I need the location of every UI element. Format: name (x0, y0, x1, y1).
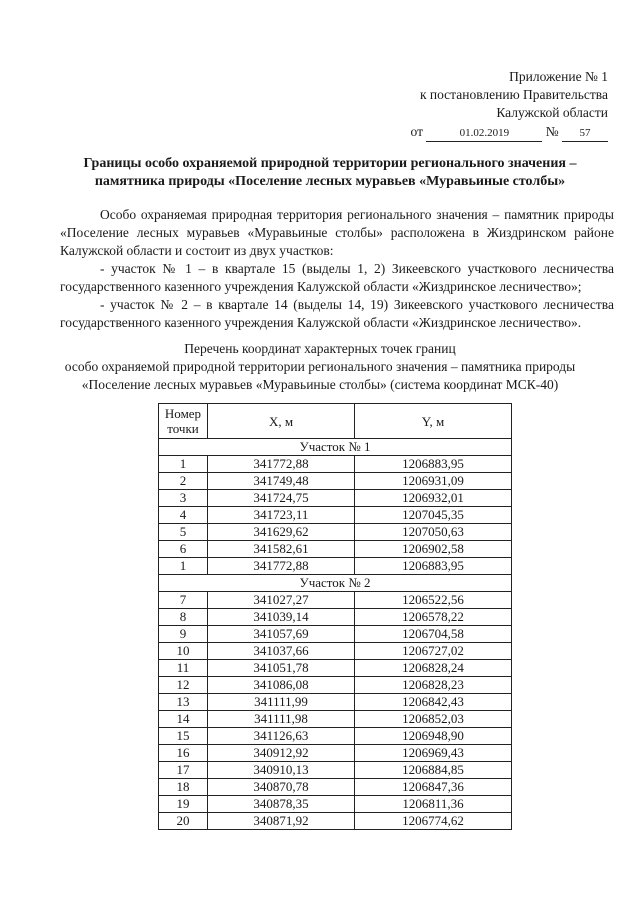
header-y: Y, м (355, 404, 512, 439)
cell-y: 1206884,85 (355, 762, 512, 779)
table-row (159, 507, 512, 524)
cell-point-number: 16 (159, 745, 208, 762)
cell-point-number: 13 (159, 694, 208, 711)
cell-x: 341723,11 (208, 507, 355, 524)
section-label: Участок № 2 (159, 575, 512, 592)
cell-y: 1206931,09 (355, 473, 512, 490)
table-row (159, 694, 512, 711)
cell-x: 341724,75 (208, 490, 355, 507)
cell-y: 1207045,35 (355, 507, 512, 524)
cell-y: 1207050,63 (355, 524, 512, 541)
cell-y: 1206727,02 (355, 643, 512, 660)
cell-x: 340871,92 (208, 813, 355, 830)
table-row (159, 813, 512, 830)
header-point-number: Номер точки (159, 404, 208, 439)
cell-x: 341111,99 (208, 694, 355, 711)
cell-point-number: 8 (159, 609, 208, 626)
cell-point-number: 12 (159, 677, 208, 694)
cell-x: 340912,92 (208, 745, 355, 762)
cell-x: 341772,88 (208, 558, 355, 575)
table-row (159, 677, 512, 694)
cell-x: 340878,35 (208, 796, 355, 813)
table-row (159, 762, 512, 779)
title-line-1: Границы особо охраняемой природной территории регионального значения – (83, 156, 577, 171)
cell-y: 1206811,36 (355, 796, 512, 813)
cell-point-number: 2 (159, 473, 208, 490)
cell-y: 1206932,01 (355, 490, 512, 507)
table-row (159, 711, 512, 728)
table-header-row (159, 404, 512, 439)
section-row (159, 575, 512, 592)
cell-point-number: 4 (159, 507, 208, 524)
table-body (159, 439, 512, 830)
paragraph-plot-2: - участок № 2 – в квартале 14 (выделы 14, 19) Зикеевского участкового лесничества государственного казенного учреждения Калужской области «Жиздринское лесничество». (60, 297, 614, 330)
body-text (60, 206, 614, 332)
section-label: Участок № 1 (159, 439, 512, 456)
cell-point-number: 14 (159, 711, 208, 728)
table-row (159, 524, 512, 541)
cell-x: 341039,14 (208, 609, 355, 626)
table-row (159, 490, 512, 507)
cell-y: 1206522,56 (355, 592, 512, 609)
cell-x: 341051,78 (208, 660, 355, 677)
cell-x: 341111,98 (208, 711, 355, 728)
list-title-line-2: особо охраняемой природной территории регионального значения – памятника природы (64, 359, 576, 374)
cell-point-number: 18 (159, 779, 208, 796)
table-row (159, 643, 512, 660)
cell-point-number: 17 (159, 762, 208, 779)
cell-point-number: 1 (159, 558, 208, 575)
cell-y: 1206902,58 (355, 541, 512, 558)
list-title-line-1: Перечень координат характерных точек границ (184, 341, 456, 356)
cell-point-number: 20 (159, 813, 208, 830)
cell-y: 1206828,24 (355, 660, 512, 677)
cell-point-number: 11 (159, 660, 208, 677)
cell-point-number: 10 (159, 643, 208, 660)
table-row (159, 626, 512, 643)
annex-title: Приложение № 1 (509, 69, 608, 84)
cell-y: 1206704,58 (355, 626, 512, 643)
cell-y: 1206774,62 (355, 813, 512, 830)
cell-x: 341749,48 (208, 473, 355, 490)
list-title-line-3: «Поселение лесных муравьев «Муравьиные столбы» (система координат МСК-40) (81, 377, 559, 392)
table-row (159, 541, 512, 558)
cell-point-number: 19 (159, 796, 208, 813)
cell-point-number: 1 (159, 456, 208, 473)
title-line-2: памятника природы «Поселение лесных муравьев «Муравьиные столбы» (94, 174, 566, 189)
cell-point-number: 15 (159, 728, 208, 745)
cell-y: 1206578,22 (355, 609, 512, 626)
cell-y: 1206969,43 (355, 745, 512, 762)
table-row (159, 779, 512, 796)
table-row (159, 660, 512, 677)
table-row (159, 609, 512, 626)
cell-point-number: 5 (159, 524, 208, 541)
coordinates-list-title (40, 340, 600, 394)
header-x: X, м (208, 404, 355, 439)
cell-y: 1206842,43 (355, 694, 512, 711)
cell-x: 341629,62 (208, 524, 355, 541)
cell-x: 341027,27 (208, 592, 355, 609)
cell-y: 1206828,23 (355, 677, 512, 694)
from-label: от (410, 124, 423, 139)
cell-x: 341126,63 (208, 728, 355, 745)
paragraph-plot-1: - участок № 1 – в квартале 15 (выделы 1, 2) Зикеевского участкового лесничества государственного казенного учреждения Калужской области «Жиздринское лесничество»; (60, 261, 614, 294)
table-row (159, 473, 512, 490)
cell-y: 1206852,03 (355, 711, 512, 728)
section-row (159, 439, 512, 456)
cell-x: 341772,88 (208, 456, 355, 473)
cell-y: 1206948,90 (355, 728, 512, 745)
table-row (159, 728, 512, 745)
document-title (60, 155, 600, 191)
cell-point-number: 6 (159, 541, 208, 558)
cell-x: 341086,08 (208, 677, 355, 694)
annex-line-resolution: к постановлению Правительства (419, 87, 608, 102)
cell-x: 341057,69 (208, 626, 355, 643)
table-row (159, 592, 512, 609)
coordinates-table (158, 403, 512, 830)
table-row (159, 796, 512, 813)
table-row (159, 745, 512, 762)
cell-y: 1206883,95 (355, 558, 512, 575)
cell-point-number: 7 (159, 592, 208, 609)
cell-x: 340910,13 (208, 762, 355, 779)
cell-y: 1206883,95 (355, 456, 512, 473)
cell-point-number: 9 (159, 626, 208, 643)
table-row (159, 456, 512, 473)
resolution-number: 57 (562, 125, 608, 142)
resolution-date: 01.02.2019 (426, 125, 542, 142)
annex-date-line (411, 123, 609, 142)
cell-point-number: 3 (159, 490, 208, 507)
cell-x: 341037,66 (208, 643, 355, 660)
annex-line-region: Калужской области (496, 105, 608, 120)
paragraph-intro: Особо охраняемая природная территория регионального значения – памятник природы «Поселение лесных муравьев «Муравьиные столбы» расположена в Жиздринском районе Калужской области и состоит из двух участков: (60, 207, 614, 258)
cell-x: 341582,61 (208, 541, 355, 558)
cell-y: 1206847,36 (355, 779, 512, 796)
table-row (159, 558, 512, 575)
cell-x: 340870,78 (208, 779, 355, 796)
number-label: № (545, 124, 559, 139)
annex-block (411, 68, 609, 142)
